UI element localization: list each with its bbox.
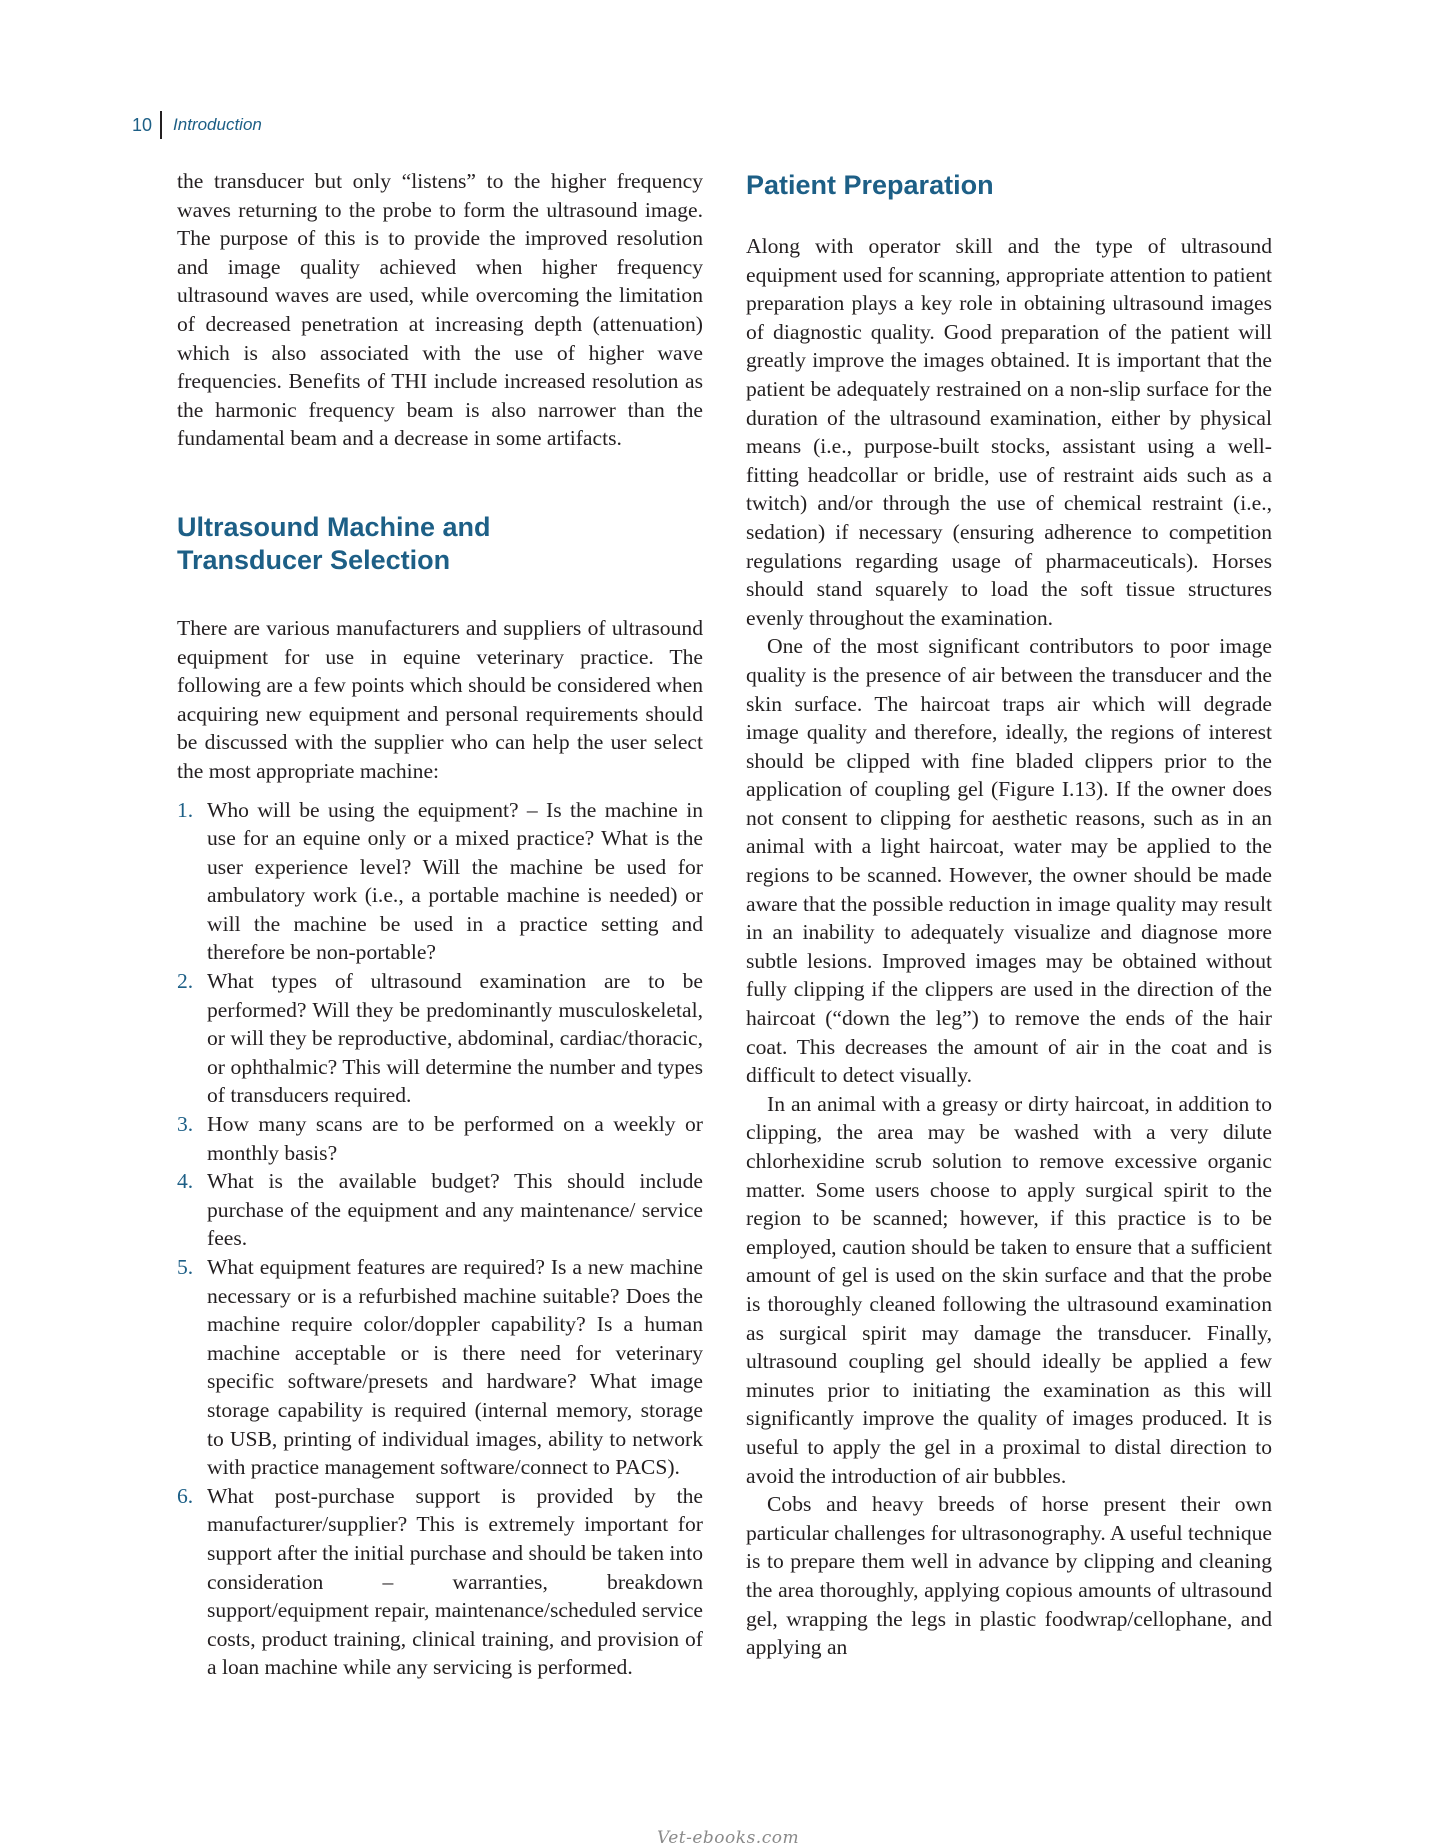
list-item-text: What types of ultrasound examination are to be performed? Will they be predominantly musculoskeletal, or will they be reproductive, abdominal, cardiac/thoracic, or ophthalmic? This will determine the number and types of transducers required. — [207, 969, 703, 1108]
list-item — [177, 1253, 703, 1482]
list-item-number: 6. — [177, 1483, 194, 1508]
list-item-text: What is the available budget? This should include purchase of the equipment and any maintenance/ service fees. — [207, 1169, 703, 1251]
list-item-text: What equipment features are required? Is a new machine necessary or is a refurbished machine suitable? Does the machine require color/doppler capability? Is a human machine acceptable or is there need for veterinary specific software/presets and hardware? What image storage capability is required (internal memory, storage to USB, printing of individual images, ability to network with practice management software/connect to PACS). — [207, 1255, 703, 1480]
list-item-number: 4. — [177, 1169, 194, 1194]
list-item-number: 2. — [177, 969, 194, 994]
left-column — [177, 167, 703, 1682]
right-column — [746, 167, 1272, 1662]
body-paragraph: Along with operator skill and the type of ultrasound equipment used for scanning, appropriate attention to patient preparation plays a key role in obtaining ultrasound images of diagnostic quality. Good preparation of the patient will greatly improve the images obtained. It is important that the patient be adequately restrained on a non-slip surface for the duration of the ultrasound examination, either by physical means (i.e., purpose-built stocks, assistant using a well-fitting headcollar or bridle, use of restraint aids such as a twitch) and/or through the use of chemical restraint (i.e., sedation) if necessary (ensuring adherence to competition regulations regarding usage of pharmaceuticals). Horses should stand squarely to load the soft tissue structures evenly throughout the examination. — [746, 234, 1272, 630]
list-item-text: What post-purchase support is provided by the manufacturer/supplier? This is extremely important for support after the initial purchase and should be taken into consideration – warranties, breakdown support/equipment repair, maintenance/scheduled service costs, product training, clinical training, and provision of a loan machine while any servicing is performed. — [207, 1483, 703, 1680]
list-item — [177, 967, 703, 1110]
heading-line-1: Ultrasound Machine and — [177, 511, 491, 542]
running-head — [132, 114, 262, 136]
list-item-text: How many scans are to be performed on a weekly or monthly basis? — [207, 1112, 703, 1165]
continuation-paragraph: the transducer but only “listens” to the higher frequency waves returning to the probe to form the ultrasound image. The purpose of this is to provide the improved resolution and image quality achieved when higher frequency ultrasound waves are used, while overcoming the limitation of decreased penetration at increasing depth (attenuation) which is also associated with the use of higher wave frequencies. Benefits of THI include increased resolution as the harmonic frequency beam is also narrower than the fundamental beam and a decrease in some artifacts. — [177, 169, 703, 451]
page-number: 10 — [132, 111, 162, 139]
list-item-number: 3. — [177, 1112, 194, 1137]
section-heading-patient-preparation: Patient Preparation — [746, 170, 994, 200]
intro-paragraph: There are various manufacturers and suppliers of ultrasound equipment for use in equine veterinary practice. The following are a few points which should be considered when acquiring new equipment and personal requirements should be discussed with the supplier who can help the user select the most appropriate machine: — [177, 615, 703, 783]
heading-line-2: Transducer Selection — [177, 544, 451, 575]
list-item — [177, 1482, 703, 1682]
list-item — [177, 796, 703, 968]
watermark-logo: Vet-ebooks.com — [657, 1828, 800, 1848]
body-paragraph: One of the most significant contributors to poor image quality is the presence of air between the transducer and the skin surface. The haircoat traps air which will degrade image quality and therefore, ideally, the regions of interest should be clipped with fine bladed clippers prior to the application of coupling gel (Figure I.13). If the owner does not consent to clipping for aesthetic reasons, such as in an animal with a light haircoat, water may be applied to the regions to be scanned. However, the owner should be made aware that the possible reduction in image quality may result in an inability to adequately visualize and diagnose more subtle lesions. Improved images may be obtained without fully clipping if the clippers are used in the direction of the haircoat (“down the leg”) to remove the ends of the hair coat. This decreases the amount of air in the coat and is difficult to detect visually. — [746, 634, 1272, 1088]
list-item-number: 1. — [177, 797, 194, 822]
list-item — [177, 1167, 703, 1253]
running-head-section: Introduction — [173, 115, 262, 134]
selection-criteria-list — [177, 796, 703, 1682]
body-paragraph: Cobs and heavy breeds of horse present their own particular challenges for ultrasonography. A useful technique is to prepare them well in advance by clipping and cleaning the area thoroughly, applying copious amounts of ultrasound gel, wrapping the legs in plastic foodwrap/cellophane, and applying an — [746, 1492, 1272, 1660]
list-item — [177, 1110, 703, 1167]
body-paragraph: In an animal with a greasy or dirty haircoat, in addition to clipping, the area may be washed with a very dilute chlorhexidine scrub solution to remove excessive organic matter. Some users choose to apply surgical spirit to the region to be scanned; however, if this practice is to be employed, caution should be taken to ensure that a sufficient amount of gel is used on the skin surface and that the probe is thoroughly cleaned following the ultrasound examination as surgical spirit may damage the transducer. Finally, ultrasound coupling gel should ideally be applied a few minutes prior to initiating the examination as this will significantly improve the quality of images produced. It is useful to apply the gel in a proximal to distal direction to avoid the introduction of air bubbles. — [746, 1091, 1272, 1488]
list-item-number: 5. — [177, 1255, 194, 1279]
section-heading-machine-selection — [177, 511, 703, 577]
list-item-text: Who will be using the equipment? – Is the machine in use for an equine only or a mixed practice? What is the user experience level? Will the machine be used for ambulatory work (i.e., a portable machine is needed) or will the machine be used in a practice setting and therefore be non-portable? — [207, 797, 703, 965]
